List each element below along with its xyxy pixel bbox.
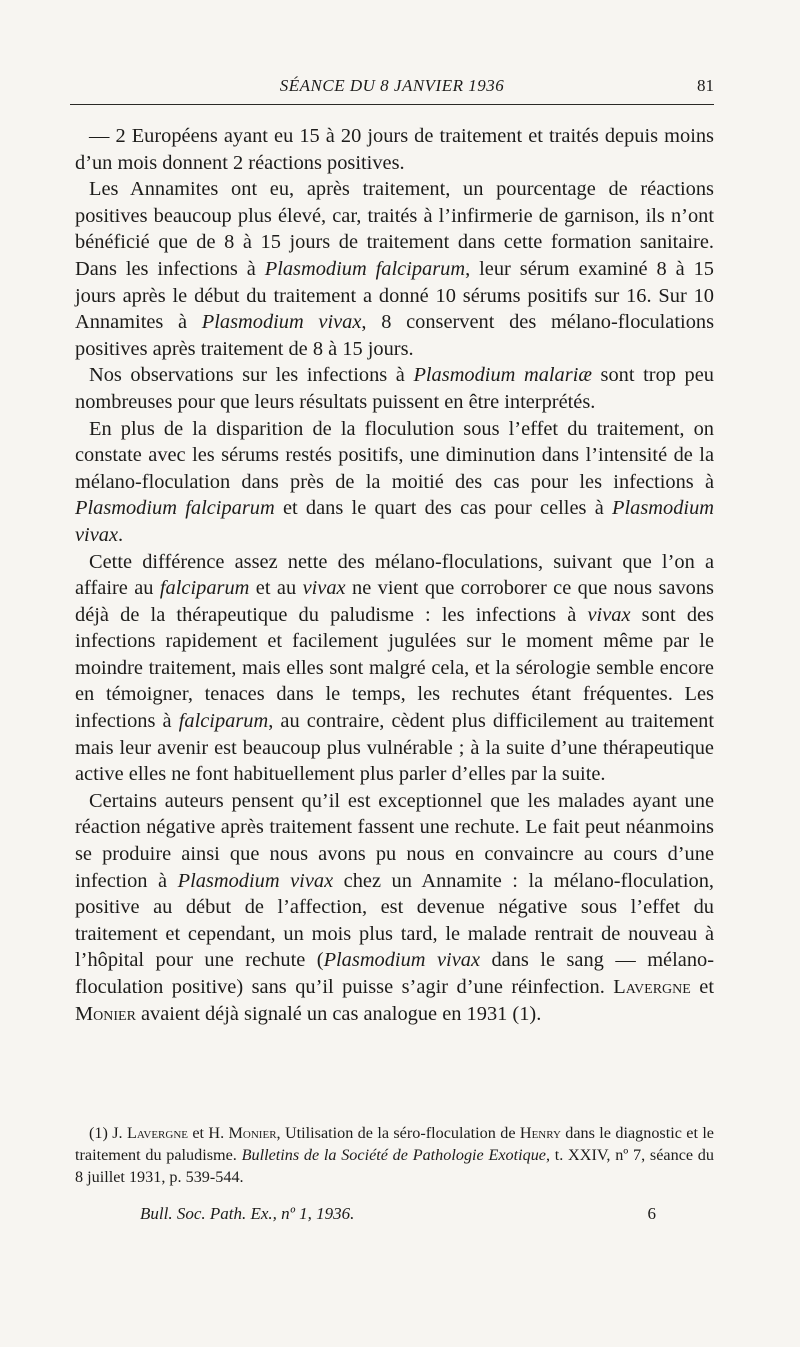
paragraph-5: Cette différence assez nette des mélano-floculations, suivant que l’on a affaire au falciparum et au vivax ne vient que corroborer ce que nous savons déjà de la thérapeutique du paludisme : les infections à vivax sont des infections rapidement et facilement jugulées sur le moment même par le moindre traitement, mais elles sont malgré cela, et la sérologie semble encore en témoigner, tenaces dans le temps, les rechutes étant fréquentes. Les infections à falciparum, au contraire, cèdent plus difficilement au traitement mais leur avenir est beaucoup plus vulnérable ; à la suite d’une thérapeutique active elles ne font habituellement plus parler d’elles par la suite. [75,550,714,786]
sheet-number: 6 [647,1204,656,1223]
paragraph-4: En plus de la disparition de la floculution sous l’effet du traitement, on constate avec les sérums restés positifs, une diminution dans l’intensité de la mélano-floculation dans près de la moitié des cas pour les infections à Plasmodium falciparum et dans le quart des cas pour celles à Plasmodium vivax. [75,417,714,546]
paragraph-1: — 2 Européens ayant eu 15 à 20 jours de traitement et traités depuis moins d’un mois donnent 2 réactions positives. [75,125,714,174]
body-text [75,123,714,1027]
paragraph-2: Les Annamites ont eu, après traitement, un pourcentage de réactions positives beaucoup plus élevé, car, traités à l’infirmerie de garnison, ils n’ont bénéficié que de 8 à 15 jours de traitement dans cette formation sanitaire. Dans les infections à Plasmodium falciparum, leur sérum examiné 8 à 15 jours après le début du traitement a donné 10 sérums positifs sur 16. Sur 10 Annamites à Plasmodium vivax, 8 conservent des mélano-floculations positives après traitement de 8 à 15 jours. [75,178,715,360]
paragraph-3: Nos observations sur les infections à Plasmodium malariæ sont trop peu nombreuses pour que leurs résultats puissent en être interprétés. [75,364,714,413]
running-head [70,76,714,102]
page-footer [140,1204,656,1228]
paragraph-6: Certains auteurs pensent qu’il est exceptionnel que les malades ayant une réaction négative après traitement fassent une rechute. Le fait peut néanmoins se produire ainsi que nous avons pu nous en convaincre au cours d’une infection à Plasmodium vivax chez un Annamite : la mélano-floculation, positive au début de l’affection, est devenue négative sous l’effet du traitement et cependant, un mois plus tard, le malade rentrait de nouveau à l’hôpital pour une rechute (Plasmodium vivax dans le sang — mélano-floculation positive) sans qu’il puisse s’agir d’une réinfection. Lavergne et Monier avaient déjà signalé un cas analogue en 1931 (1). [75,789,715,1025]
running-title: SÉANCE DU 8 JANVIER 1936 [279,76,505,95]
page-number: 81 [697,76,714,95]
footnote [75,1122,714,1188]
header-rule [70,104,714,105]
footnote-1: (1) J. Lavergne et H. Monier, Utilisation de la séro-floculation de Henry dans le diagnostic et le traitement du paludisme. Bulletins de la Société de Pathologie Exotique, t. XXIV, nº 7, séance du 8 juillet 1931, p. 539-544. [75,1124,714,1186]
journal-citation: Bull. Soc. Path. Ex., nº 1, 1936. [140,1204,355,1223]
